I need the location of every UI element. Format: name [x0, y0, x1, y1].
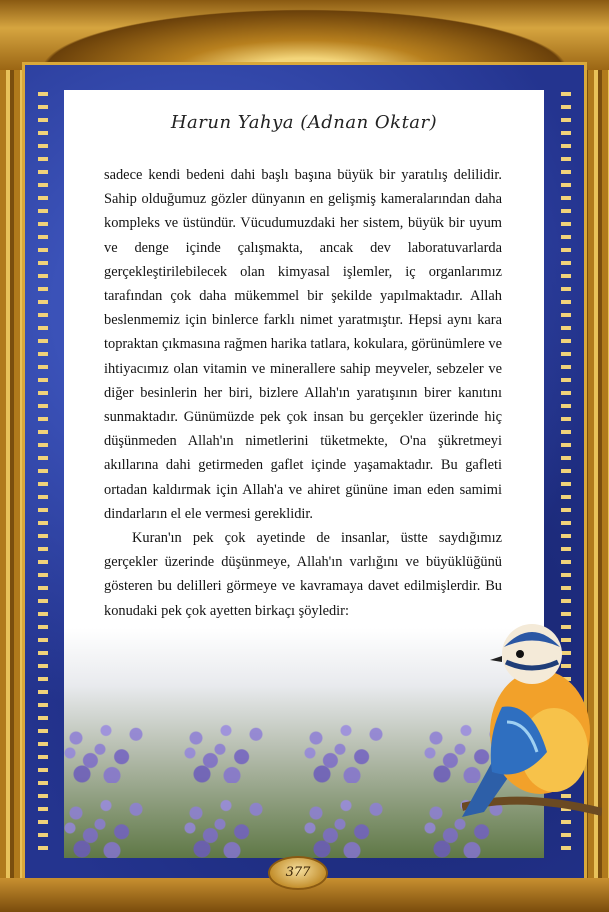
running-header: Harun Yahya (Adnan Oktar)	[170, 112, 438, 133]
page-number: 377	[268, 856, 328, 890]
paragraph-1: sadece kendi bedeni dahi başlı başına büyük bir yaratılış delilidir. Sahip olduğumuz gözler dünyanın en gelişmiş kameralarından daha kompleks ve üstündür. Vücudumuzdaki her sistem, büyük bir uyum ve denge içinde çalışmakta, ancak dev laboratuvarlarda gerçekleştirilebilecek olan kimyasal işlemler, iç organlarımız tarafından çok daha mükemmel bir şekilde yapılmaktadır. Allah beslenmemiz için binlerce farklı nimet yaratmıştır. Hepsi aynı kara topraktan çıkmasına rağmen harika tatlara, kokulara, görünümlere ve ihtiyacımız olan vitamin ve minerallere sahip meyveler, sebzeler ve diğer besinlerin her biri, bizlere Allah'ın yaratışının birer kanıtını sunmaktadır. Günümüzde pek çok insan bu gerçekler üzerinde hiç düşünmeden Allah'ın nimetlerini tüketmekte, O'na şükretmeyi akıllarına dahi getirmeden gaflet içinde yaşamaktadır. Bu gafleti ortadan kaldırmak için Allah'a ve ahiret gününe iman eden samimi dindarların el ele vermesi gereklidir.	[104, 167, 502, 522]
paragraph-2: Kuran'ın pek çok ayetinde de insanlar, üstte saydığımız gerçekler üzerinde düşünmeye, Allah'ın varlığını ve büyüklüğünü gösteren bu delilleri görmeye ve kavramaya davet edilmişlerdir. Bu konudaki pek çok ayetten birkaçı şöyledir:	[104, 530, 502, 619]
frame-top-crest	[0, 0, 609, 70]
body-text	[104, 163, 502, 623]
blue-tit-bird-image	[462, 612, 602, 822]
frame-bead-column-left	[38, 92, 48, 852]
